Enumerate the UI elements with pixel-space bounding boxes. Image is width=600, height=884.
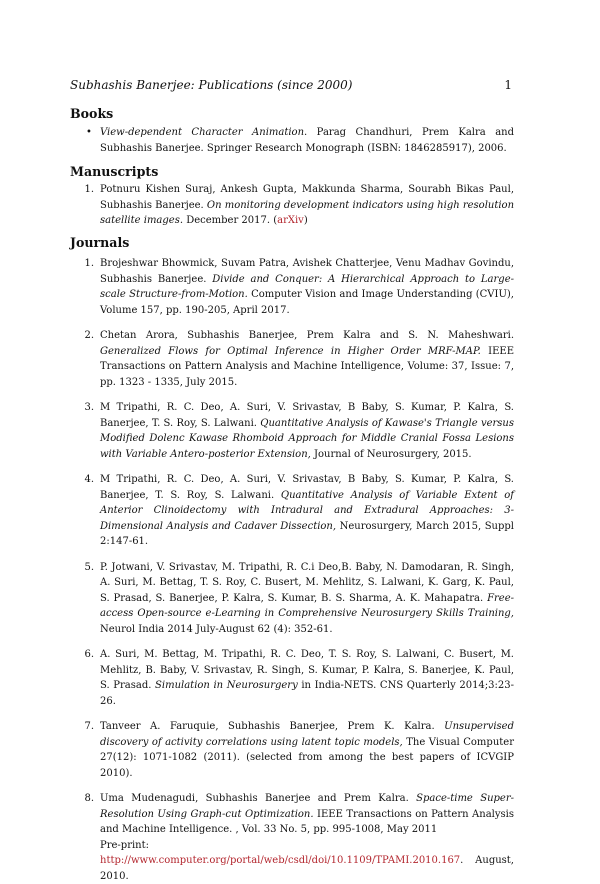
entry-title: Quantitative Analysis of Variable Extent of Anterior Clinoidectomy with Intradural and Extradural Approaches: 3-Dimensional Analysis and Cadaver Dissection, (100, 489, 514, 532)
preprint-link[interactable]: http://www.computer.org/portal/web/csdl/doi/10.1109/TPAMI.2010.167 (100, 855, 461, 866)
list-item (70, 328, 514, 390)
header-title: Subhashis Banerjee: Publications (since 2000) (70, 78, 353, 92)
entry-title: Simulation in Neurosurgery (155, 680, 298, 691)
entry-authors: M Tripathi, R. C. Deo, A. Suri, V. Srivastav, B Baby, S. Kumar, P. Kalra, S. Banerjee, T. S. Roy, S. Lalwani. (100, 402, 514, 429)
item-number: 1. (84, 258, 94, 269)
list-item (70, 400, 514, 462)
entry-authors: Potnuru Kishen Suraj, Ankesh Gupta, Makkunda Sharma, Sourabh Bikas Paul, Subhashis Banerjee. (100, 184, 514, 211)
manuscripts-heading: Manuscripts (70, 164, 159, 179)
item-number: 1. (84, 184, 94, 195)
bullet: • (86, 127, 92, 138)
entry-title: Space-time Super-Resolution Using Graph-cut Optimization. (100, 793, 514, 820)
entry-title: Generalized Flows for Optimal Inference in Higher Order MRF-MAP. (100, 345, 481, 357)
item-number: 6. (84, 649, 94, 660)
item-number: 8. (84, 793, 94, 804)
entry-after: . August, 2010. (100, 855, 514, 882)
page-header (70, 78, 512, 92)
journals-heading: Journals (70, 235, 130, 250)
entry-details: Parag Chandhuri, Prem Kalra and Subhashis Banerjee. Springer Research Monograph (ISBN: 1846285917), 2006. (100, 127, 514, 154)
list-item (70, 182, 514, 229)
entry-after: ) (303, 215, 308, 226)
item-number: 4. (84, 474, 94, 485)
books-list (70, 125, 514, 156)
item-number: 2. (84, 330, 94, 341)
arxiv-link[interactable]: arXiv (277, 215, 304, 226)
list-item (70, 256, 514, 318)
item-number: 3. (84, 402, 94, 413)
list-item (70, 647, 514, 709)
entry-details: in India-NETS. CNS Quarterly 2014;3:23-26. (100, 680, 514, 707)
entry-authors: M Tripathi, R. C. Deo, A. Suri, V. Srivastav, B Baby, S. Kumar, P. Kalra, S. Banerjee, T. S. Roy, S. Lalwani. (100, 474, 514, 501)
manuscripts-list (70, 182, 514, 229)
entry-title: On monitoring development indicators using high resolution satellite images. (100, 199, 515, 226)
entry-authors: Brojeshwar Bhowmick, Suvam Patra, Avishek Chatterjee, Venu Madhav Govindu, Subhashis Banerjee. (100, 258, 514, 285)
entry-title: Unsupervised discovery of activity correlations using latent topic models, (100, 721, 514, 748)
item-number: 7. (84, 721, 94, 732)
entry-authors: A. Suri, M. Bettag, M. Tripathi, R. C. Deo, T. S. Roy, S. Lalwani, C. Busert, M. Mehlitz, B. Baby, V. Srivastav, R. Singh, S. Kumar, P. Kalra, S. Banerjee, K. Paul, S. Prasad. (100, 649, 514, 691)
entry-details: The Visual Computer 27(12): 1071-1082 (2011). (selected from among the best papers of ICVGIP 2010). (100, 736, 514, 779)
entry-authors: P. Jotwani, V. Srivastav, M. Tripathi, R. C.i Deo,B. Baby, N. Damodaran, R. Singh, A. Suri, M. Bettag, T. S. Roy, C. Busert, M. Mehlitz, S. Lalwani, K. Garg, K. Paul, S. Prasad, S. Banerjee, P. Kalra, S. Kumar, B. S. Sharma, A. K. Mahapatra. (100, 561, 514, 604)
list-item (70, 125, 514, 156)
entry-details: IEEE Transactions on Pattern Analysis and Machine Intelligence, Volume: 37, Issue: 7, pp. 1323 - 1335, July 2015. (100, 345, 514, 388)
entry-title: View-dependent Character Animation. (100, 127, 308, 138)
entry-details: Journal of Neurosurgery, 2015. (310, 448, 472, 460)
entry-details: Computer Vision and Image Understanding (CVIU), Volume 157, pp. 190-205, April 2017. (100, 289, 514, 316)
list-item (70, 791, 514, 884)
page-number: 1 (504, 78, 512, 92)
entry-details: December 2017. ( (183, 215, 278, 226)
list-item (70, 472, 514, 550)
entry-authors: Uma Mudenagudi, Subhashis Banerjee and Prem Kalra. (100, 793, 417, 804)
entry-authors: Tanveer A. Faruquie, Subhashis Banerjee, Prem K. Kalra. (100, 721, 445, 732)
entry-title: Divide and Conquer: A Hierarchical Approach to Large-scale Structure-from-Motion. (100, 273, 514, 300)
entry-title: Quantitative Analysis of Kawase's Triangle versus Modified Dolenc Kawase Rhomboid Approach for Middle Cranial Fossa Lesions with Variable Antero-posterior Extension, (100, 417, 514, 460)
entry-details: Neurol India 2014 July-August 62 (4): 352-61. (100, 623, 333, 635)
books-heading: Books (70, 106, 114, 121)
item-number: 5. (84, 561, 94, 573)
entry-details: IEEE Transactions on Pattern Analysis and Machine Intelligence. , Vol. 33 No. 5, pp. 995-1008, May 2011 (100, 808, 514, 835)
preprint-label: Pre-print: (100, 839, 150, 851)
journals-list (70, 256, 514, 884)
list-item (70, 560, 514, 638)
entry-title: Free-access Open-source e-Learning in Comprehensive Neurosurgery Skills Training, (100, 592, 514, 619)
list-item (70, 719, 514, 781)
entry-details: Neurosurgery, March 2015, Suppl 2:147-61. (100, 520, 514, 547)
entry-authors: Chetan Arora, Subhashis Banerjee, Prem Kalra and S. N. Maheshwari. (100, 330, 514, 341)
